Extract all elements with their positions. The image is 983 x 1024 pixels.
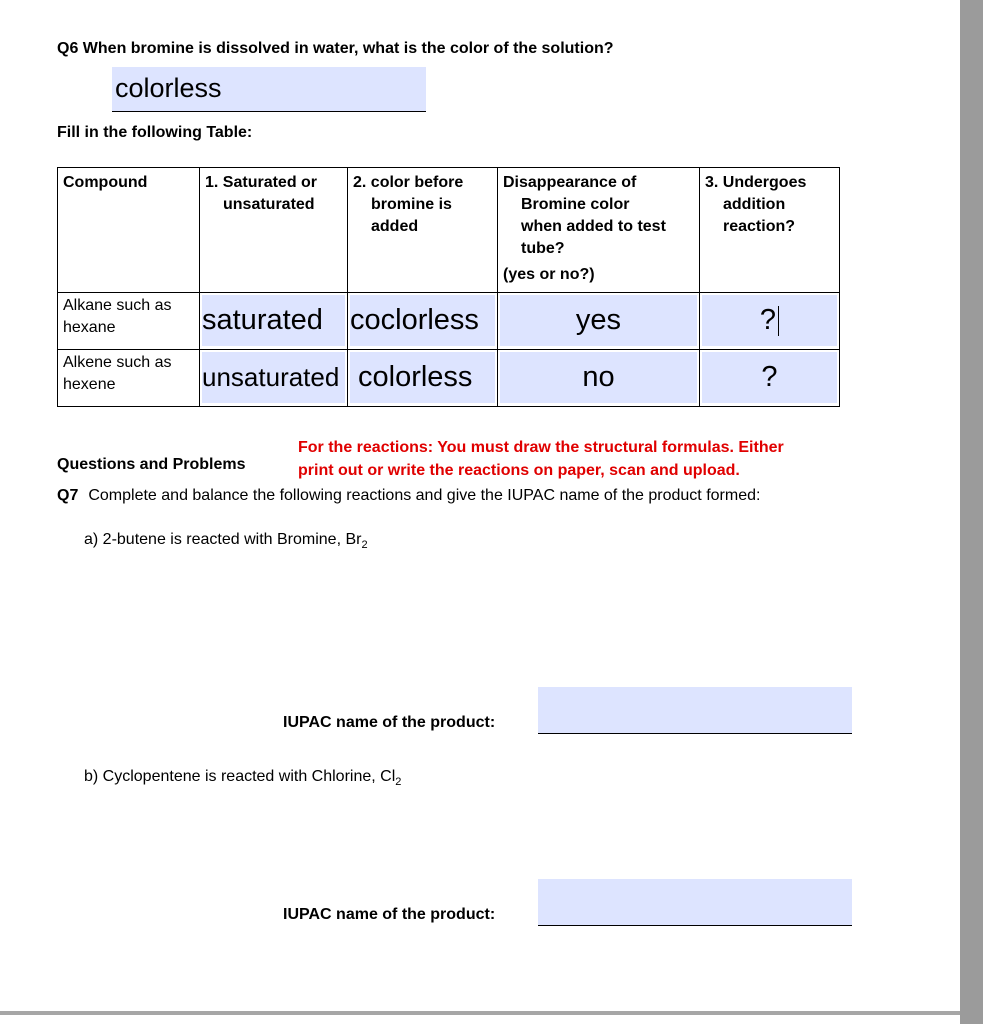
q7-question (57, 487, 760, 505)
header-disappearance (498, 168, 700, 293)
table-row (58, 350, 840, 407)
alkane-addition-cell (700, 293, 840, 350)
red-note-line1: For the reactions: You must draw the structural formulas. Either (298, 439, 784, 456)
fill-table-label: Fill in the following Table: (57, 124, 253, 141)
header-addition-line1: 3. Undergoes (705, 174, 807, 191)
alkene-color-field[interactable]: colorless (350, 352, 495, 403)
alkene-label-line2: hexene (63, 376, 116, 393)
alkene-disappearance-cell (498, 350, 700, 407)
alkene-saturation-field[interactable]: unsaturated (202, 352, 345, 403)
header-compound-label: Compound (63, 174, 148, 191)
header-addition-line3: reaction? (723, 218, 796, 235)
part-a-prefix: a) 2-butene is reacted with Bromine, Br (84, 531, 362, 548)
text-cursor (778, 306, 779, 336)
part-b-prefix: b) Cyclopentene is reacted with Chlorine, Cl (84, 768, 396, 785)
questions-section-label: Questions and Problems (57, 456, 246, 473)
alkene-color-cell (348, 350, 498, 407)
alkane-color-field[interactable]: coclorless (350, 295, 495, 346)
q6-question: Q6 When bromine is dissolved in water, what is the color of the solution? (57, 40, 614, 57)
bromine-test-table (57, 167, 840, 407)
part-b-subscript: 2 (395, 776, 402, 789)
alkane-color-cell (348, 293, 498, 350)
header-disappearance-line4: tube? (521, 240, 565, 257)
header-disappearance-line3: when added to test (521, 218, 666, 235)
alkane-label-line2: hexane (63, 319, 116, 336)
reaction-instructions-note (298, 436, 898, 482)
part-a-subscript: 2 (361, 539, 368, 552)
header-disappearance-line2: Bromine color (521, 196, 630, 213)
header-color-line2: bromine is (371, 196, 452, 213)
iupac-label-a: IUPAC name of the product: (283, 714, 496, 731)
alkane-saturation-field[interactable]: saturated (202, 295, 345, 346)
alkane-addition-value: ? (759, 304, 777, 336)
header-color-before (348, 168, 498, 293)
alkane-disappearance-cell (498, 293, 700, 350)
header-disappearance-line5: (yes or no?) (503, 266, 595, 283)
row-label-alkene (58, 350, 200, 407)
iupac-answer-field-a[interactable] (538, 687, 852, 734)
q7-number: Q7 (57, 487, 79, 504)
header-disappearance-line1: Disappearance of (503, 174, 637, 191)
alkene-label-line1: Alkene such as (63, 354, 172, 371)
q7-text: Complete and balance the following reactions and give the IUPAC name of the product formed: (88, 487, 761, 504)
header-saturation-line1: 1. Saturated or (205, 174, 318, 191)
page-bottom-edge (0, 1011, 960, 1024)
alkane-saturation-cell (200, 293, 348, 350)
alkene-saturation-cell (200, 350, 348, 407)
header-saturation (200, 168, 348, 293)
part-b-text (84, 768, 401, 788)
alkene-addition-field[interactable]: ? (702, 352, 837, 403)
header-saturation-line2: unsaturated (223, 196, 315, 213)
vertical-scrollbar[interactable] (960, 0, 983, 1024)
header-addition-line2: addition (723, 196, 786, 213)
iupac-answer-field-b[interactable] (538, 879, 852, 926)
alkene-disappearance-field[interactable]: no (500, 352, 697, 403)
alkane-addition-field[interactable] (702, 295, 837, 346)
header-addition (700, 168, 840, 293)
header-compound (58, 168, 200, 293)
row-label-alkane (58, 293, 200, 350)
part-a-text (84, 531, 368, 551)
iupac-label-b: IUPAC name of the product: (283, 906, 496, 923)
red-note-line2: print out or write the reactions on paper, scan and upload. (298, 462, 740, 479)
q6-answer-field[interactable]: colorless (112, 67, 426, 112)
alkane-disappearance-field[interactable]: yes (500, 295, 697, 346)
table-row (58, 293, 840, 350)
alkene-addition-cell (700, 350, 840, 407)
table-header-row (58, 168, 840, 293)
header-color-line3: added (371, 218, 419, 235)
alkane-label-line1: Alkane such as (63, 297, 172, 314)
header-color-line1: 2. color before (353, 174, 464, 191)
